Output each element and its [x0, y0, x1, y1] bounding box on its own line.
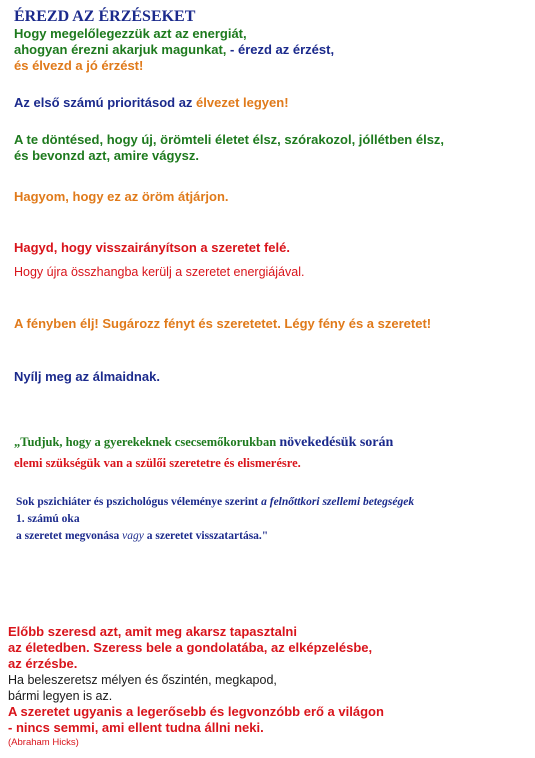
decision-paragraph: A te döntésed, hogy új, örömteli életet élsz, szórakozol, jóllétben élsz, és bevonzd azt, amire vágysz. — [14, 132, 445, 163]
let-line-2: Hogy újra összhangba kerülj a szeretet energiájával. — [14, 265, 305, 279]
page-title: ÉREZD AZ ÉRZÉSEKET — [14, 8, 196, 25]
light-line: A fényben élj! Sugározz fényt és szeretetet. Légy fény és a szeretet! — [14, 316, 432, 331]
dreams-line: Nyílj meg az álmaidnak. — [14, 369, 160, 384]
let-line-1: Hagyd, hogy visszairányítson a szeretet felé. — [14, 240, 290, 255]
intro-paragraph — [14, 26, 334, 74]
priority-line: Az első számú prioritásod az élvezet legyen! — [14, 95, 289, 110]
quote-1: „Tudjuk, hogy a gyerekeknek csecsemőkorukban növekedésük során elemi szükségük van a szülői szeretetre és elismerésre. — [14, 435, 394, 470]
intro-line-1: Hogy megelőlegezzük azt az energiát, — [14, 26, 247, 41]
intro-line-3: és élvezd a jó érzést! — [14, 58, 144, 73]
quote-2: Sok pszichiáter és pszichológus véleménye szerint a felnőttkori szellemi betegségek 1. számú oka a szeretet megvonása vagy a szeretet visszatartása." — [16, 496, 415, 542]
author-credit: (Abraham Hicks) — [8, 737, 79, 748]
final-paragraph: Előbb szeresd azt, amit meg akarsz tapasztalni az életedben. Szeress bele a gondolatába, az elképzelésbe, az érzésbe. Ha beleszeretsz mélyen és őszintén, megkapod, bármi legyen is az. A szeretet ugyanis a legerősebb és legvonzóbb erő a világon - nincs semmi, ami ellent tudna állni neki. (Abraham Hicks) — [8, 624, 384, 748]
intro-line-2: ahogyan érezni akarjuk magunkat, - érezd az érzést, — [14, 42, 335, 57]
joy-line: Hagyom, hogy ez az öröm átjárjon. — [14, 189, 229, 204]
